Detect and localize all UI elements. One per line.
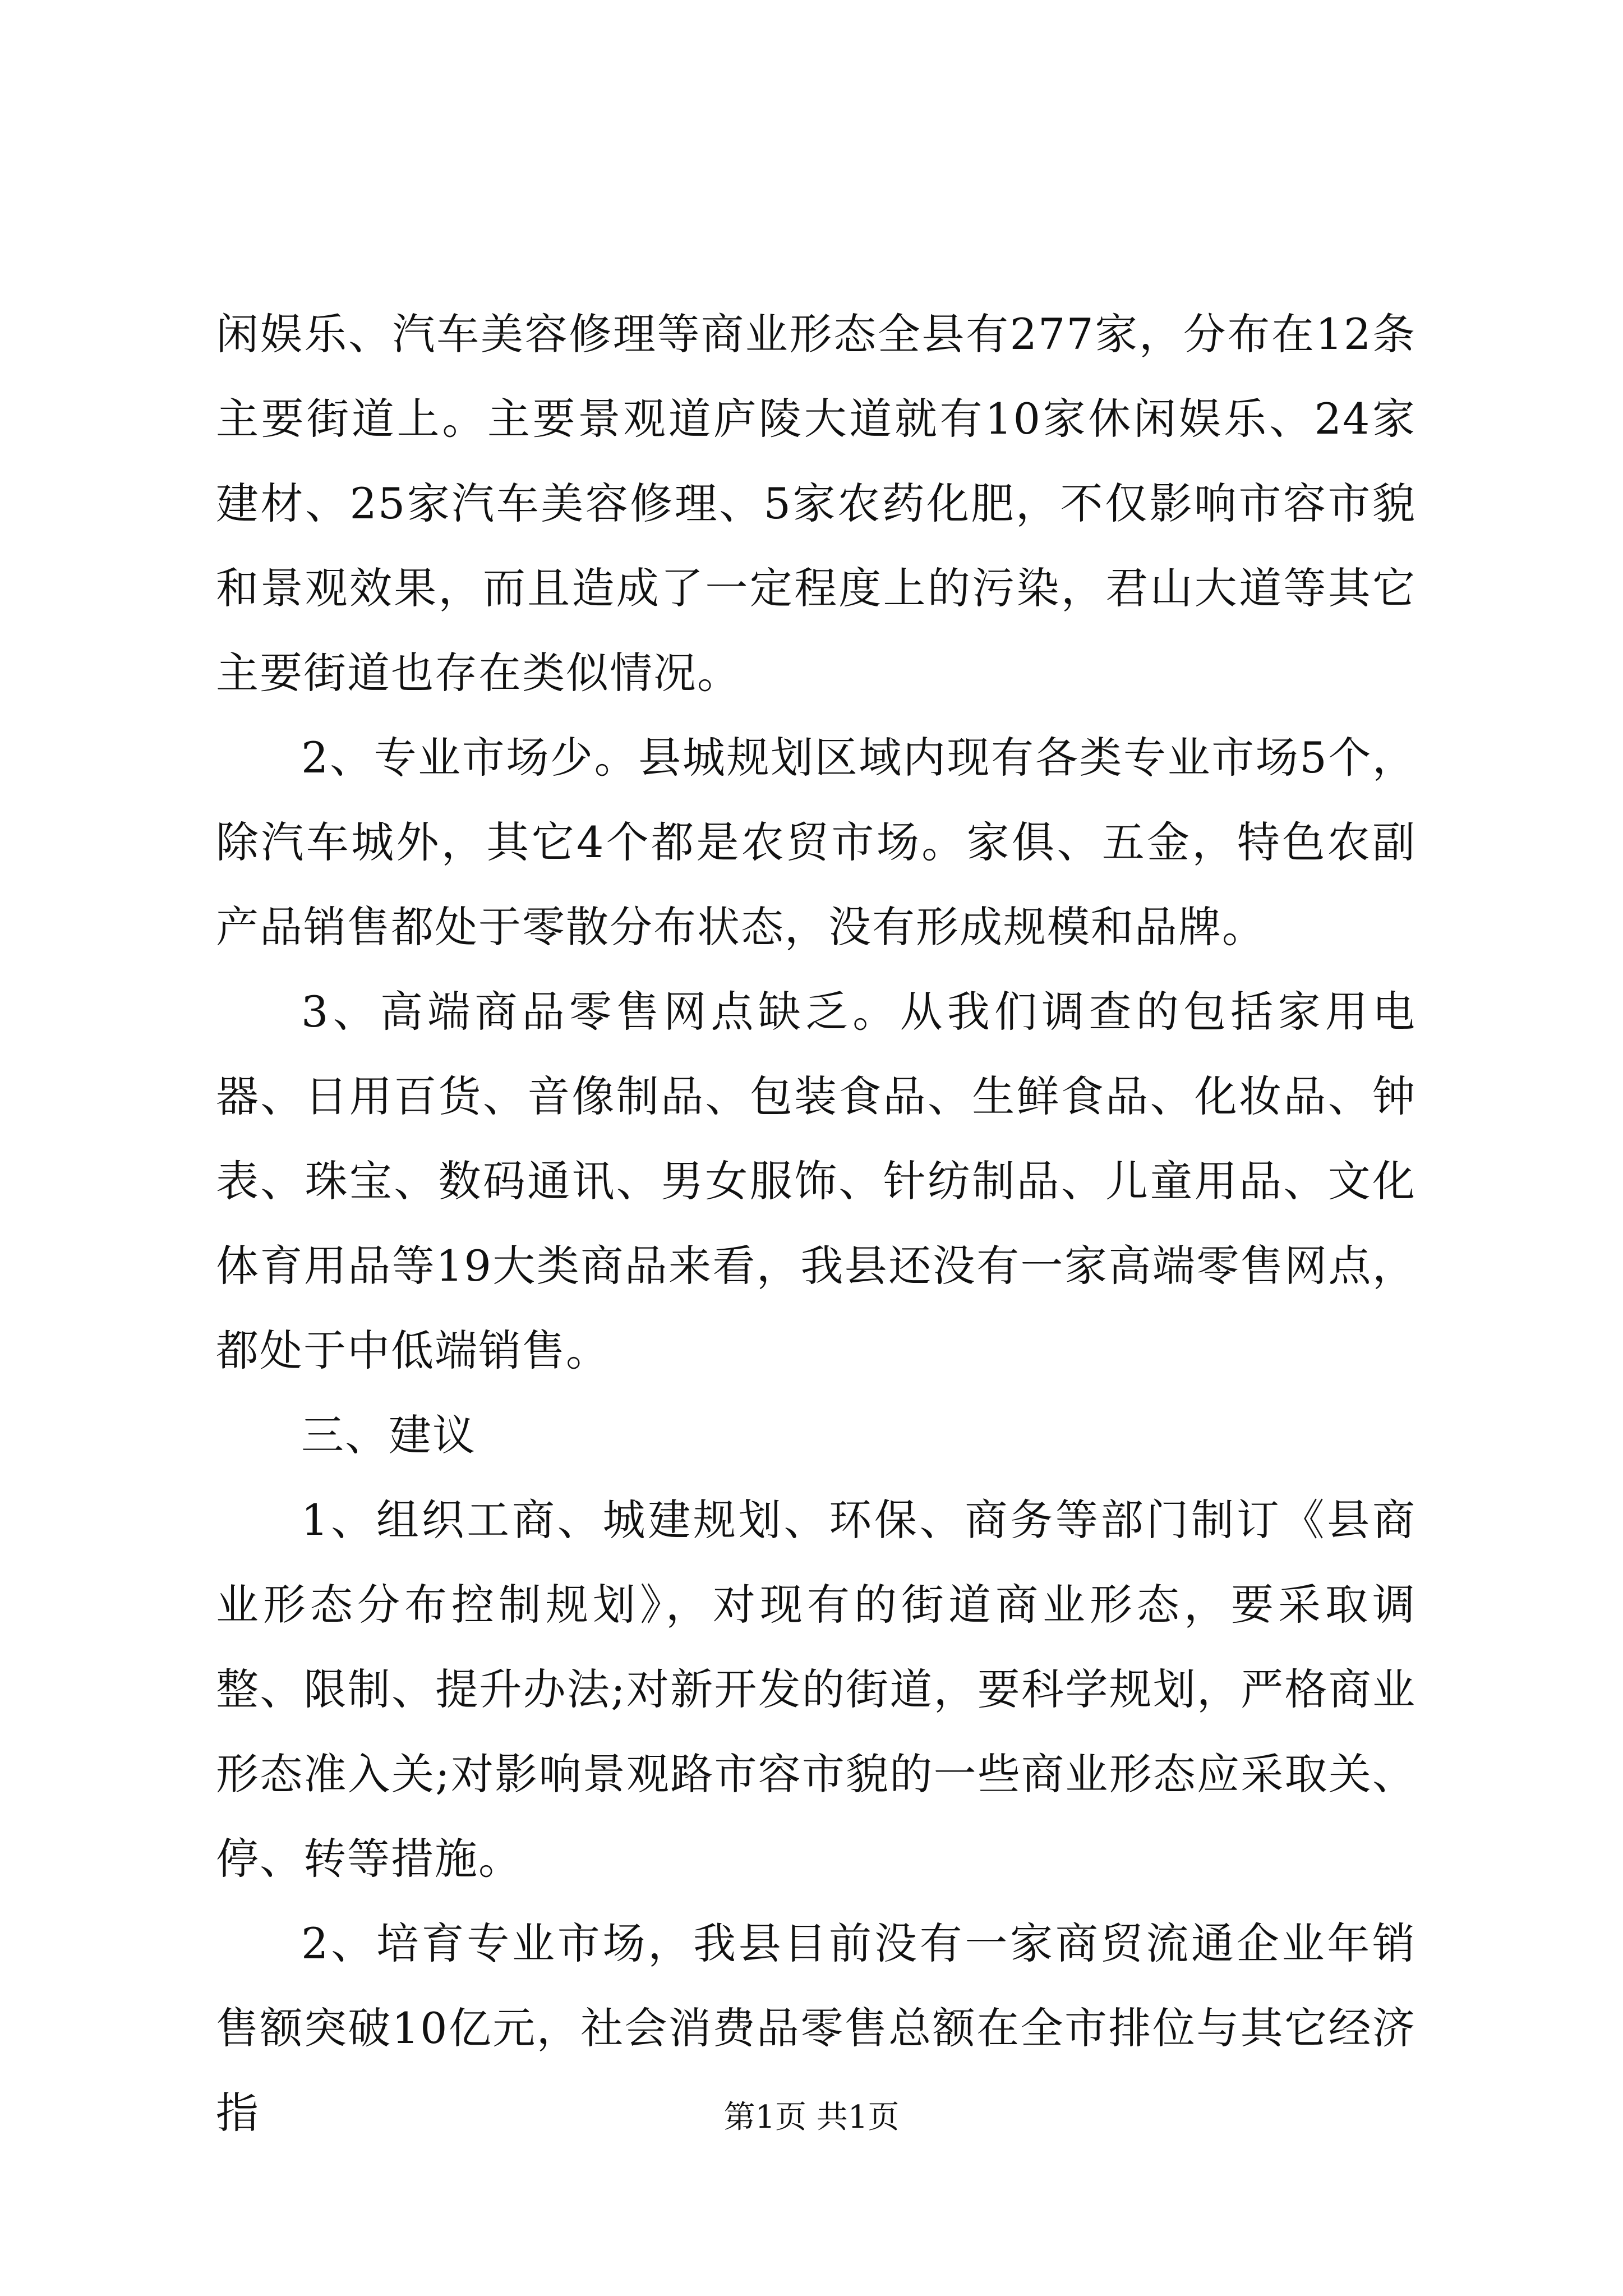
paragraph-specialized-markets: 2、专业市场少。县城规划区域内现有各类专业市场5个，除汽车城外，其它4个都是农贸市场。家俱、五金，特色农副产品销售都处于零散分布状态，没有形成规模和品牌。 [216, 733, 1416, 952]
paragraph-continuation: 闲娱乐、汽车美容修理等商业形态全县有277家，分布在12条主要街道上。主要景观道庐陵大道就有10家休闲娱乐、24家建材、25家汽车美容修理、5家农药化肥，不仅影响市容市貌和景观效果，而且造成了一定程度上的污染，君山大道等其它主要街道也存在类似情况。 [216, 309, 1416, 698]
body-text [216, 292, 1416, 2155]
paragraph-high-end-retail: 3、高端商品零售网点缺乏。从我们调查的包括家用电器、日用百货、音像制品、包装食品、生鲜食品、化妆品、钟表、珠宝、数码通讯、男女服饰、针纺制品、儿童用品、文化体育用品等19大类商品来看，我县还没有一家高端零售网点，都处于中低端销售。 [216, 987, 1416, 1375]
page-number-footer: 第1页 共1页 [723, 2099, 900, 2136]
paragraph-suggestion-2: 2、培育专业市场，我县目前没有一家商贸流通企业年销售额突破10亿元，社会消费品零售总额在全市排位与其它经济指 [216, 1918, 1416, 2138]
section-heading-suggestions: 三、建议 [301, 1410, 476, 1460]
paragraph-suggestion-1: 1、组织工商、城建规划、环保、商务等部门制订《县商业形态分布控制规划》，对现有的街道商业形态，要采取调整、限制、提升办法;对新开发的街道，要科学规划，严格商业形态准入关;对影响景观路市容市貌的一些商业形态应采取关、停、转等措施。 [216, 1495, 1416, 1884]
